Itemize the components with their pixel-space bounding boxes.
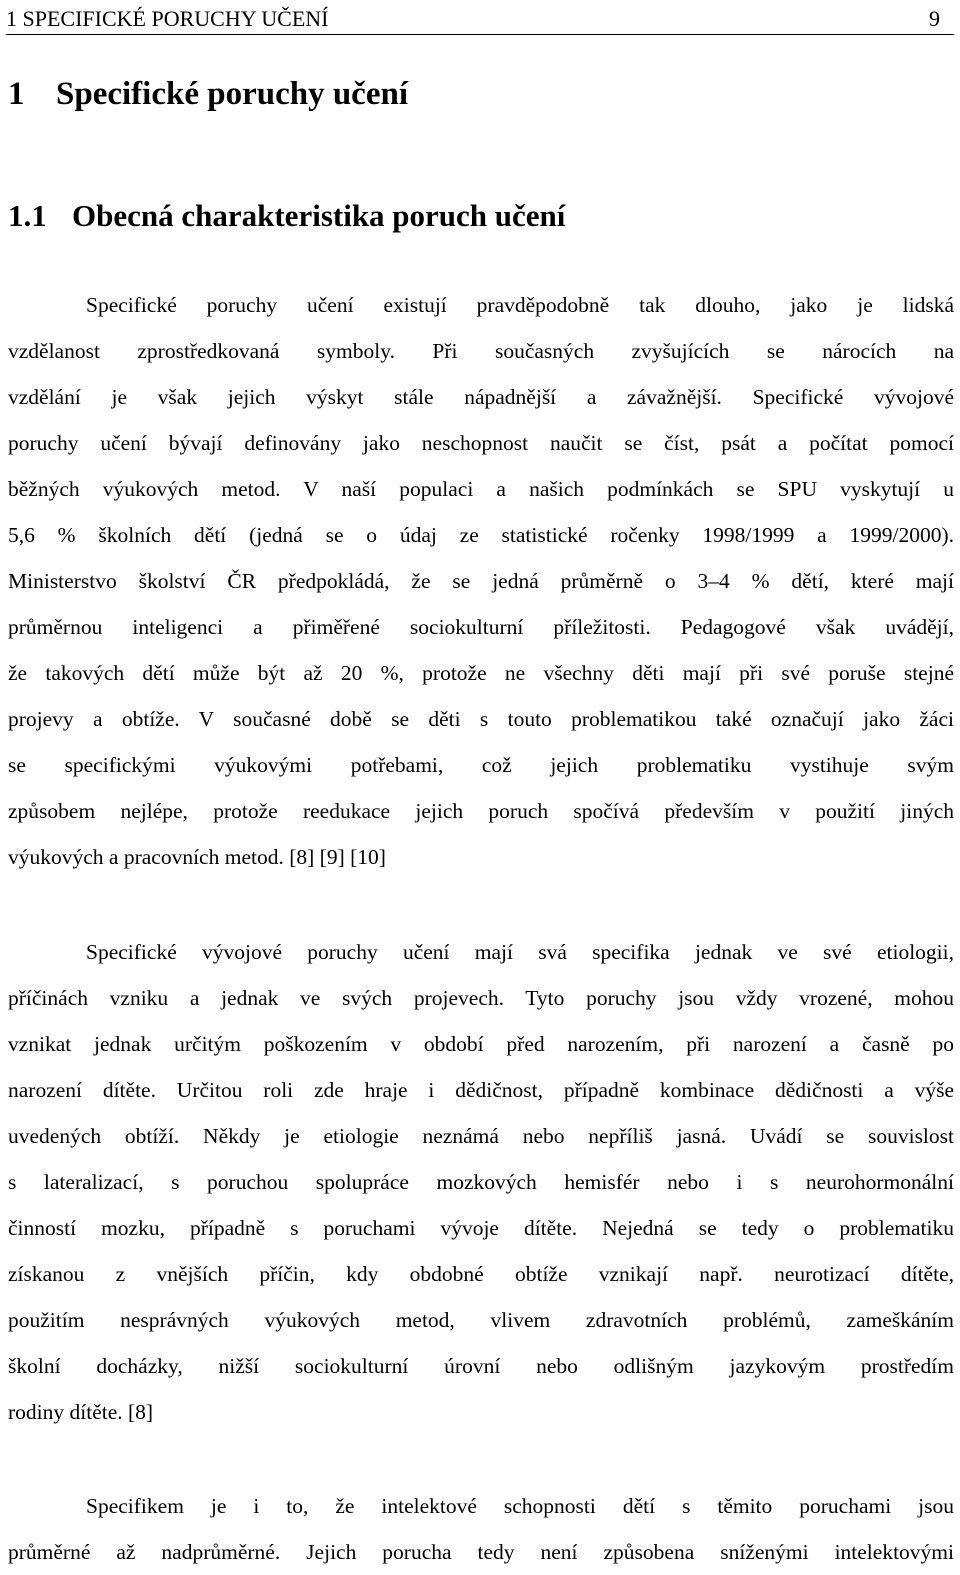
paragraph-line: příčinách vzniku a jednak ve svých projevech. Tyto poruchy jsou vždy vrozené, mohou: [8, 986, 954, 1010]
chapter-heading: [8, 70, 408, 118]
paragraph-line: průměrné až nadprůměrné. Jejich porucha tedy není způsobena sníženými intelektovými: [8, 1540, 954, 1564]
paragraph-line: narození dítěte. Určitou roli zde hraje i dědičnost, případně kombinace dědičnosti a výše: [8, 1078, 954, 1102]
paragraph-3: [8, 1483, 954, 1575]
paragraph-line: použitím nesprávných výukových metod, vlivem zdravotních problémů, zameškáním: [8, 1308, 954, 1332]
running-header: [6, 4, 954, 35]
paragraph-2: [8, 929, 954, 1435]
paragraph-line: s lateralizací, s poruchou spolupráce mozkových hemisfér nebo i s neurohormonální: [8, 1170, 954, 1194]
paragraph-line: Specifické vývojové poruchy učení mají svá specifika jednak ve své etiologii,: [86, 940, 954, 964]
paragraph-line: způsobem nejlépe, protože reedukace jejich poruch spočívá především v použití jiných: [8, 799, 954, 823]
paragraph-line: Specifické poruchy učení existují pravděpodobně tak dlouho, jako je lidská: [86, 293, 954, 317]
page-number: 9: [929, 6, 940, 31]
paragraph-line: běžných výukových metod. V naší populaci a našich podmínkách se SPU vyskytují u: [8, 477, 954, 501]
paragraph-line: rodiny dítěte. [8]: [8, 1400, 154, 1424]
running-header-title: 1 SPECIFICKÉ PORUCHY UČENÍ: [6, 6, 329, 31]
section-number: 1.1: [8, 198, 47, 233]
paragraph-line: vzdělání je však jejich výskyt stále nápadnější a závažnější. Specifické vývojové: [8, 385, 954, 409]
paragraph-line: se specifickými výukovými potřebami, což jejich problematiku vystihuje svým: [8, 753, 954, 777]
chapter-number: 1: [8, 76, 25, 112]
paragraph-line: získanou z vnějších příčin, kdy obdobné obtíže vznikají např. neurotizací dítěte,: [8, 1262, 954, 1286]
paragraph-line: 5,6 % školních dětí (jedná se o údaj ze statistické ročenky 1998/1999 a 1999/2000).: [8, 523, 954, 547]
paragraph-line: vznikat jednak určitým poškozením v období před narozením, při narození a časně po: [8, 1032, 954, 1056]
paragraph-line: průměrnou inteligenci a přiměřené sociokulturní příležitosti. Pedagogové však uvádějí,: [8, 615, 954, 639]
paragraph-line: Specifikem je i to, že intelektové schopnosti dětí s těmito poruchami jsou: [86, 1494, 954, 1518]
chapter-title: Specifické poruchy učení: [56, 76, 408, 112]
section-heading: [8, 193, 565, 239]
paragraph-line: že takových dětí může být až 20 %, protože ne všechny děti mají při své poruše stejné: [8, 661, 954, 685]
paragraph-line: poruchy učení bývají definovány jako neschopnost naučit se číst, psát a počítat pomocí: [8, 431, 954, 455]
paragraph-line: vzdělanost zprostředkovaná symboly. Při současných zvyšujících se nárocích na: [8, 339, 954, 363]
paragraph-line: Ministerstvo školství ČR předpokládá, že se jedná průměrně o 3–4 % dětí, které mají: [8, 569, 954, 593]
paragraph-1: [8, 282, 954, 880]
section-title: Obecná charakteristika poruch učení: [72, 198, 566, 233]
paragraph-line: výukových a pracovních metod. [8] [9] [10]: [8, 845, 386, 869]
paragraph-line: uvedených obtíží. Někdy je etiologie neznámá nebo nepříliš jasná. Uvádí se souvislost: [8, 1124, 954, 1148]
paragraph-line: projevy a obtíže. V současné době se děti s touto problematikou také označují jako žáci: [8, 707, 954, 731]
paragraph-line: školní docházky, nižší sociokulturní úrovní nebo odlišným jazykovým prostředím: [8, 1354, 954, 1378]
paragraph-line: činností mozku, případně s poruchami vývoje dítěte. Nejedná se tedy o problematiku: [8, 1216, 954, 1240]
